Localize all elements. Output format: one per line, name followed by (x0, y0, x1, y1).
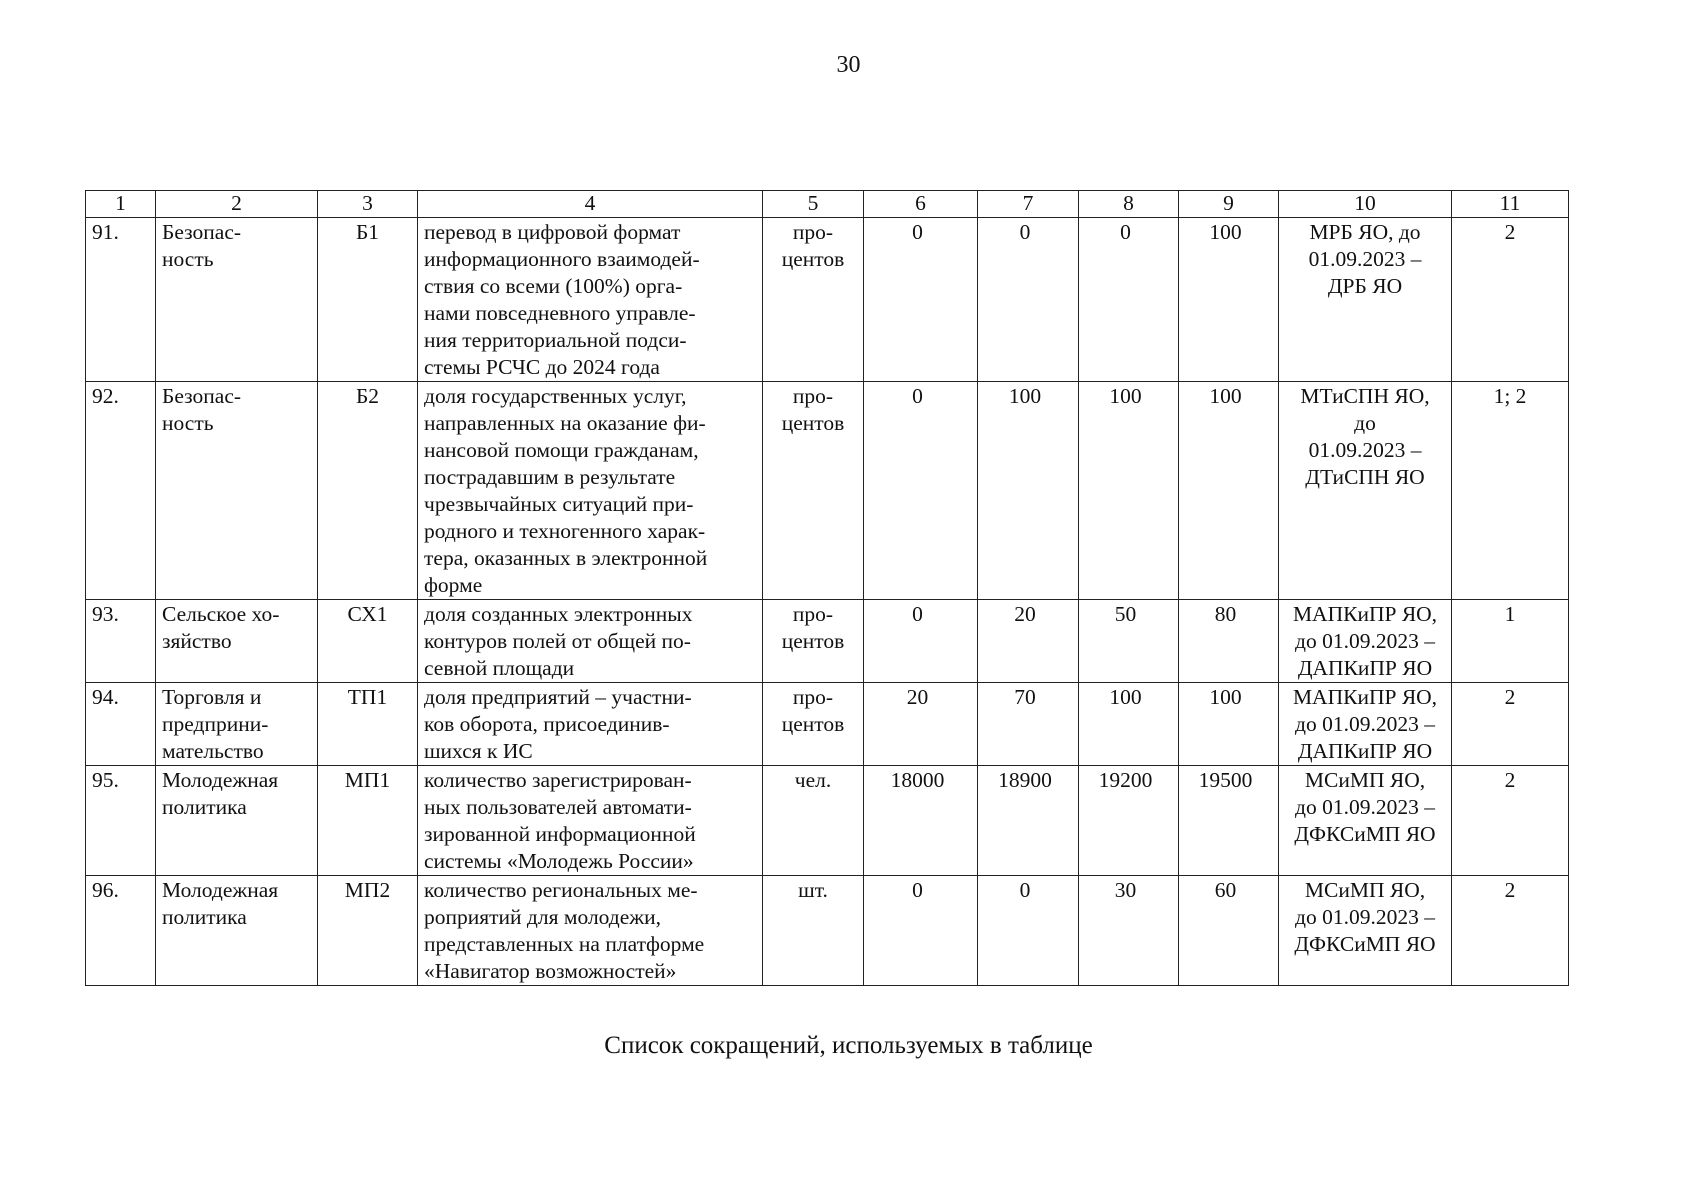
unit-cell: про- центов (763, 683, 864, 766)
column-header: 5 (763, 191, 864, 218)
page-number: 30 (836, 52, 861, 78)
row-number: 94. (86, 683, 156, 766)
value-cell-7: 100 (978, 382, 1079, 600)
column-header: 7 (978, 191, 1079, 218)
code-cell: СХ1 (318, 600, 418, 683)
area-cell: Молодежная политика (156, 766, 318, 876)
responsible-cell: МТиСПН ЯО, до 01.09.2023 – ДТиСПН ЯО (1279, 382, 1452, 600)
area-cell: Безопас- ность (156, 218, 318, 382)
table-header-row (86, 191, 1569, 218)
value-cell-6: 18000 (864, 766, 978, 876)
unit-cell: про- центов (763, 382, 864, 600)
column-11-cell: 1 (1452, 600, 1569, 683)
code-cell: Б1 (318, 218, 418, 382)
area-cell: Молодежная политика (156, 876, 318, 986)
value-cell-8: 50 (1079, 600, 1179, 683)
value-cell-9: 60 (1179, 876, 1279, 986)
responsible-cell: МАПКиПР ЯО, до 01.09.2023 – ДАПКиПР ЯО (1279, 600, 1452, 683)
column-11-cell: 2 (1452, 218, 1569, 382)
indicator-cell: количество региональных ме- роприятий для молодежи, представленных на платформе «Навигатор возможностей» (418, 876, 763, 986)
area-cell: Торговля и предприни- мательство (156, 683, 318, 766)
value-cell-6: 0 (864, 382, 978, 600)
column-header: 8 (1079, 191, 1179, 218)
table-row (86, 683, 1569, 766)
value-cell-9: 100 (1179, 218, 1279, 382)
row-number: 95. (86, 766, 156, 876)
column-header: 4 (418, 191, 763, 218)
table-row (86, 600, 1569, 683)
row-number: 92. (86, 382, 156, 600)
value-cell-8: 19200 (1079, 766, 1179, 876)
indicator-cell: доля созданных электронных контуров полей от общей по- севной площади (418, 600, 763, 683)
value-cell-7: 18900 (978, 766, 1079, 876)
area-cell: Сельское хо- зяйство (156, 600, 318, 683)
responsible-cell: МРБ ЯО, до 01.09.2023 – ДРБ ЯО (1279, 218, 1452, 382)
value-cell-9: 19500 (1179, 766, 1279, 876)
column-header: 6 (864, 191, 978, 218)
abbreviations-list-title: Список сокращений, используемых в таблице (604, 1032, 1093, 1059)
value-cell-7: 0 (978, 876, 1079, 986)
indicators-table (85, 190, 1569, 986)
code-cell: Б2 (318, 382, 418, 600)
value-cell-9: 100 (1179, 683, 1279, 766)
table-row (86, 766, 1569, 876)
unit-cell: про- центов (763, 600, 864, 683)
indicator-cell: доля государственных услуг, направленных на оказание фи- нансовой помощи гражданам, пострадавшим в результате чрезвычайных ситуаций при- родного и техногенного харак- тера, оказанных в электронной форме (418, 382, 763, 600)
value-cell-8: 0 (1079, 218, 1179, 382)
value-cell-9: 100 (1179, 382, 1279, 600)
table-row (86, 382, 1569, 600)
value-cell-7: 0 (978, 218, 1079, 382)
table-row (86, 218, 1569, 382)
column-11-cell: 2 (1452, 683, 1569, 766)
value-cell-7: 20 (978, 600, 1079, 683)
responsible-cell: МСиМП ЯО, до 01.09.2023 – ДФКСиМП ЯО (1279, 766, 1452, 876)
row-number: 91. (86, 218, 156, 382)
value-cell-6: 0 (864, 876, 978, 986)
unit-cell: чел. (763, 766, 864, 876)
unit-cell: шт. (763, 876, 864, 986)
column-header: 1 (86, 191, 156, 218)
indicator-cell: доля предприятий – участни- ков оборота, присоединив- шихся к ИС (418, 683, 763, 766)
column-header: 2 (156, 191, 318, 218)
unit-cell: про- центов (763, 218, 864, 382)
row-number: 96. (86, 876, 156, 986)
column-header: 3 (318, 191, 418, 218)
value-cell-6: 0 (864, 218, 978, 382)
value-cell-6: 20 (864, 683, 978, 766)
value-cell-7: 70 (978, 683, 1079, 766)
responsible-cell: МСиМП ЯО, до 01.09.2023 – ДФКСиМП ЯО (1279, 876, 1452, 986)
column-header: 10 (1279, 191, 1452, 218)
column-11-cell: 2 (1452, 876, 1569, 986)
value-cell-8: 30 (1079, 876, 1179, 986)
column-header: 9 (1179, 191, 1279, 218)
value-cell-8: 100 (1079, 683, 1179, 766)
code-cell: МП2 (318, 876, 418, 986)
responsible-cell: МАПКиПР ЯО, до 01.09.2023 – ДАПКиПР ЯО (1279, 683, 1452, 766)
code-cell: ТП1 (318, 683, 418, 766)
value-cell-9: 80 (1179, 600, 1279, 683)
value-cell-6: 0 (864, 600, 978, 683)
indicator-cell: перевод в цифровой формат информационного взаимодей- ствия со всеми (100%) орга- нами повседневного управле- ния территориальной подси- стемы РСЧС до 2024 года (418, 218, 763, 382)
column-11-cell: 1; 2 (1452, 382, 1569, 600)
column-11-cell: 2 (1452, 766, 1569, 876)
row-number: 93. (86, 600, 156, 683)
indicator-cell: количество зарегистрирован- ных пользователей автомати- зированной информационной системы «Молодежь России» (418, 766, 763, 876)
code-cell: МП1 (318, 766, 418, 876)
column-header: 11 (1452, 191, 1569, 218)
table-row (86, 876, 1569, 986)
value-cell-8: 100 (1079, 382, 1179, 600)
area-cell: Безопас- ность (156, 382, 318, 600)
